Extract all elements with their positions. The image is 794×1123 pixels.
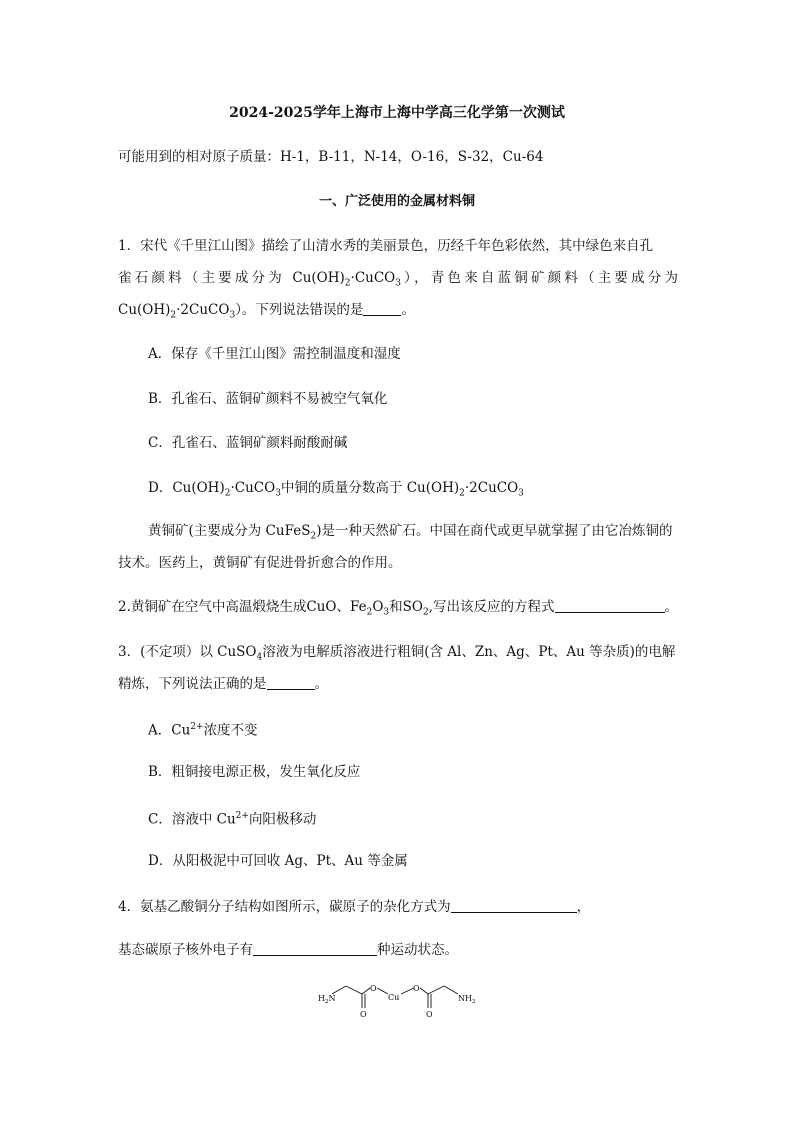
structure-h: H: [318, 994, 325, 1003]
structure-o-right: O: [413, 984, 420, 993]
option-text: 中铜的质量分数高于 Cu(OH): [280, 480, 460, 496]
option-text: 浓度不变: [203, 722, 258, 739]
q3-text: 溶液为电解质溶液进行粗铜(含 Al、Zn、Ag、Pt、Au 等杂质)的电解: [262, 644, 676, 660]
subscript: 2: [310, 531, 317, 542]
q3-text: 3．(不定项）以 CuSO: [118, 644, 257, 660]
q1-line-1: 1．宋代《千里江山图》描绘了山清水秀的美丽景色，历经千年色彩依然，其中绿色来自孔: [118, 238, 654, 254]
q1-line-3: [118, 300, 678, 326]
superscript: 2+: [190, 722, 204, 732]
structure-o-left: O: [370, 984, 377, 993]
option-text: ·2CuCO: [464, 480, 519, 496]
q2-text: ,写出该反应的方程式: [428, 599, 555, 615]
subscript: 3: [518, 488, 524, 499]
subscript: 3: [395, 278, 401, 289]
page-title: 2024-2025学年上海市上海中学高三化学第一次测试: [229, 105, 565, 121]
q3-option-c[interactable]: [148, 806, 708, 830]
option-text: C．溶液中 Cu: [148, 811, 236, 828]
option-text: 向阳极移动: [248, 811, 317, 828]
q4-text: 种运动状态。: [377, 942, 458, 958]
q3-text: 。: [314, 676, 328, 692]
structure-nh: NH: [458, 994, 472, 1003]
q2-text: 。: [664, 599, 678, 615]
subscript: 3: [383, 607, 390, 618]
superscript: 2+: [235, 811, 249, 821]
answer-blank[interactable]: [363, 301, 401, 316]
subscript: 2: [344, 278, 351, 289]
q1-text: Cu(OH): [118, 302, 171, 318]
subscript: 2: [224, 488, 231, 499]
subscript: 2: [422, 607, 429, 618]
q2-text: 和SO: [389, 599, 423, 615]
structure-o-carbonyl-left: O: [360, 1010, 367, 1019]
section-title: 一、广泛使用的金属材料铜: [318, 194, 475, 209]
q1-text: ），青色来自蓝铜矿颜料（主要成分为: [400, 270, 678, 286]
q3-option-a[interactable]: [148, 717, 708, 741]
q3-option-b[interactable]: B．粗铜接电源正极，发生氧化反应: [148, 764, 361, 780]
answer-blank[interactable]: [253, 941, 377, 956]
subscript: 2: [170, 310, 177, 321]
atomic-masses: 可能用到的相对原子质量：H-1，B-11，N-14，O-16，S-32，Cu-64: [118, 149, 544, 165]
subscript: 3: [229, 310, 236, 321]
q4-text: ，: [576, 899, 591, 915]
subscript: 2: [366, 607, 373, 618]
q3-option-d[interactable]: D．从阳极泥中可回收 Ag、Pt、Au 等金属: [148, 853, 408, 869]
q1-text: ·CuCO: [350, 270, 396, 286]
structure-n: N: [328, 994, 336, 1003]
option-text: D．Cu(OH): [148, 480, 225, 496]
svg-text:NH2: [458, 994, 475, 1005]
subscript: 3: [275, 488, 281, 499]
option-text: A．Cu: [148, 722, 191, 739]
q3-line-1: 3．(不定项）以 CuSO$_4$溶液为电解质溶液进行粗铜(含 Al、Zn、Ag、Pt、Au 等杂质)的电解: [118, 644, 676, 663]
q4-text: 4．氨基乙酸铜分子结构如图所示，碳原子的杂化方式为: [118, 899, 451, 915]
q4-line-1: [118, 897, 678, 917]
passage-text: 黄铜矿(主要成分为 CuFeS: [148, 523, 311, 539]
q2-line: [118, 597, 678, 623]
passage-text: )是一种天然矿石。中国在商代或更早就掌握了由它冶炼铜的: [316, 523, 673, 539]
answer-blank[interactable]: [555, 598, 665, 613]
structure-sub: 2: [471, 999, 476, 1005]
option-text: ·CuCO: [230, 480, 276, 496]
q1-text: ）。下列说法错误的是: [235, 302, 364, 318]
passage-line-1: [148, 521, 708, 547]
q4-line-2: [118, 940, 678, 960]
svg-text:H2N: [318, 994, 335, 1005]
q1-text: 。: [401, 302, 415, 318]
structure-cu: Cu: [388, 993, 400, 1002]
q1-text: 雀石颜料（主要成分为 Cu(OH): [118, 270, 345, 286]
q1-option-c[interactable]: C．孔雀石、蓝铜矿颜料耐酸耐碱: [148, 435, 348, 451]
structure-sub: 2: [324, 999, 329, 1005]
q1-option-a[interactable]: A．保存《千里江山图》需控制温度和湿度: [148, 346, 401, 362]
structure-o-carbonyl-right: O: [426, 1010, 433, 1019]
glycine-copper-structure: [310, 978, 490, 1026]
q2-text: 2.黄铜矿在空气中高温煅烧生成CuO、Fe: [118, 599, 367, 615]
q1-option-d[interactable]: [148, 478, 708, 504]
q1-line-2: [118, 268, 678, 294]
passage-line-2: 技术。医药上，黄铜矿有促进骨折愈合的作用。: [118, 555, 402, 571]
subscript: 2: [459, 488, 465, 499]
answer-blank[interactable]: [451, 898, 577, 913]
q4-text: 基态碳原子核外电子有: [118, 942, 253, 958]
answer-blank[interactable]: [267, 675, 315, 690]
q3-line-2: [118, 674, 678, 694]
q2-text: O: [372, 599, 384, 615]
q1-option-b[interactable]: B．孔雀石、蓝铜矿颜料不易被空气氧化: [148, 391, 388, 407]
q1-text: ·2CuCO: [176, 302, 230, 318]
q3-text: 精炼，下列说法正确的是: [118, 676, 267, 692]
